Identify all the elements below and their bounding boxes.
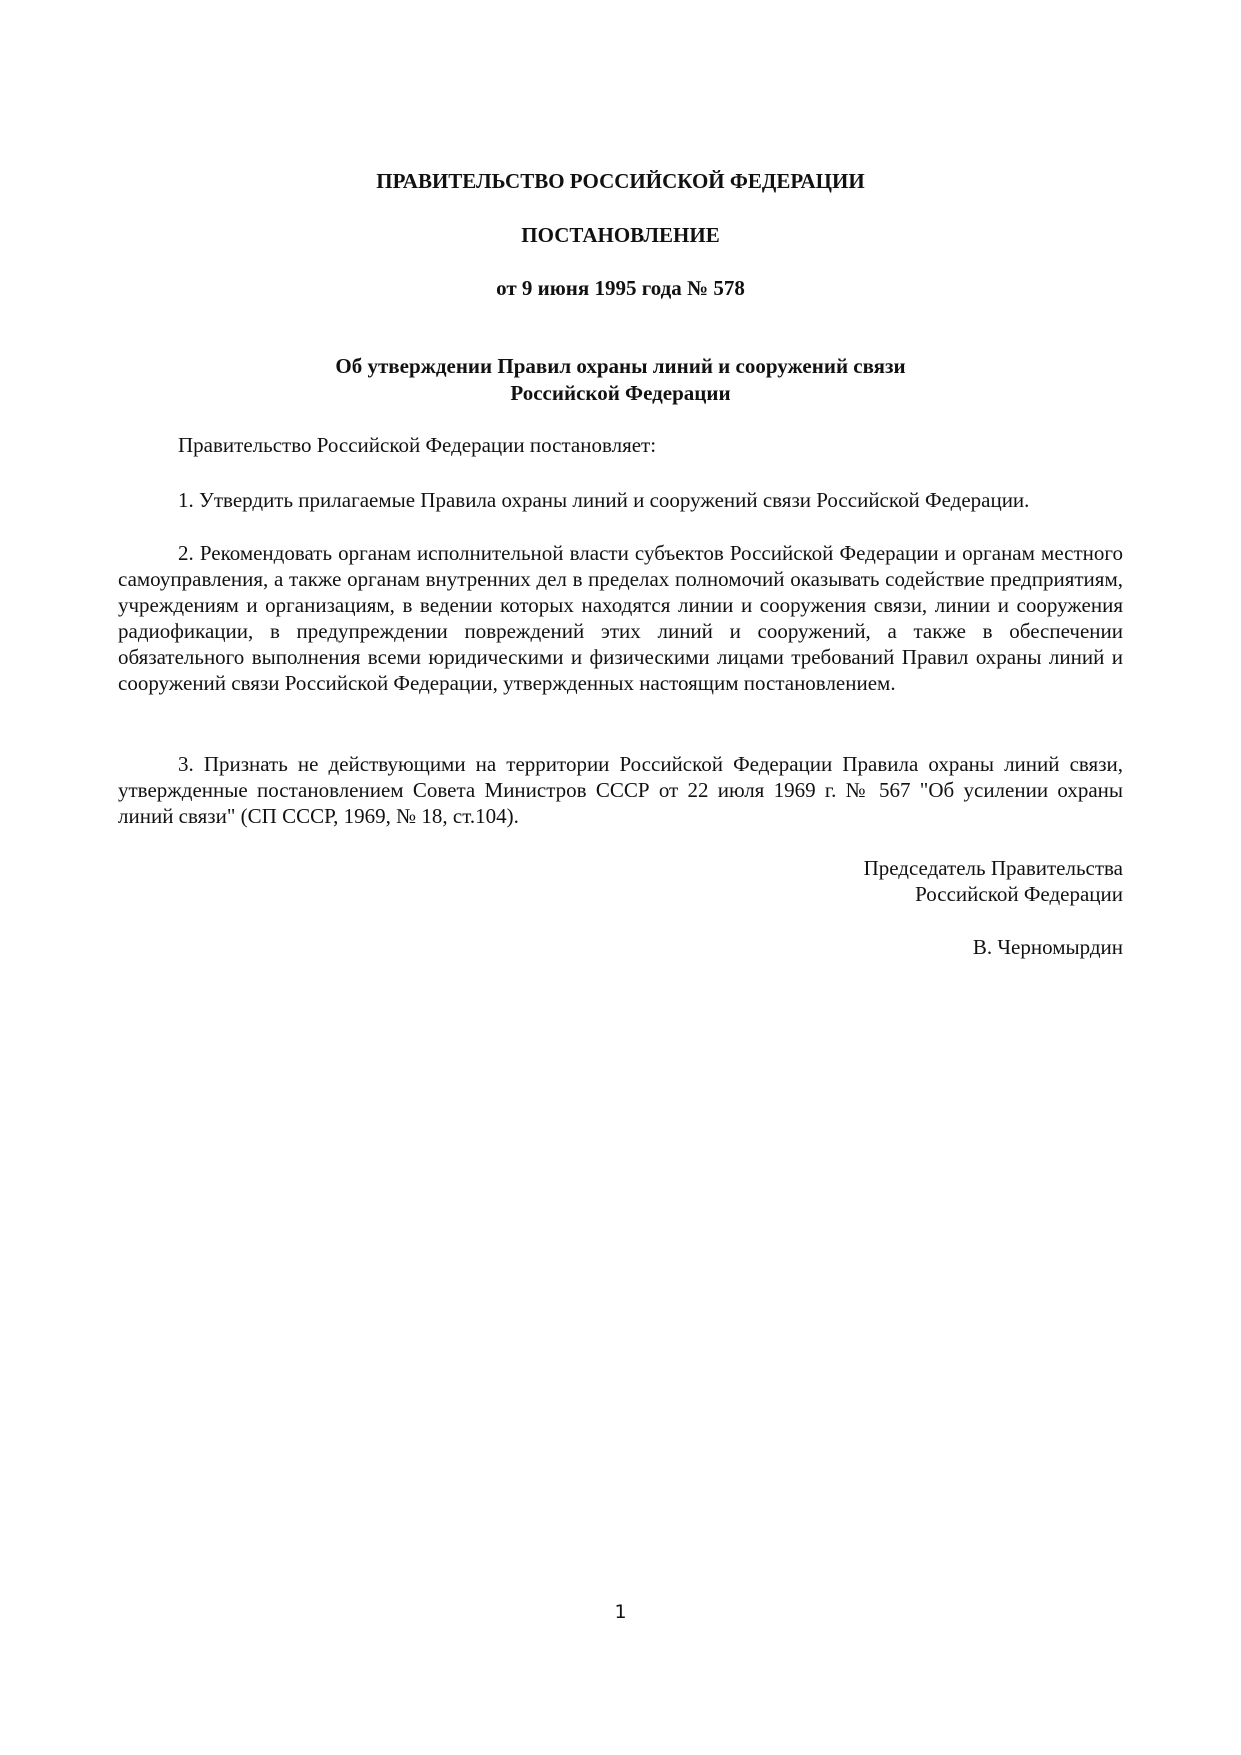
date-number-heading: от 9 июня 1995 года № 578 xyxy=(496,276,745,300)
document-type-heading: ПОСТАНОВЛЕНИЕ xyxy=(521,223,720,247)
signatory-title-line-1: Председатель Правительства xyxy=(863,856,1123,880)
intro-paragraph: Правительство Российской Федерации постановляет: xyxy=(178,433,657,457)
signatory-title-line-2: Российской Федерации xyxy=(915,882,1123,906)
government-heading: ПРАВИТЕЛЬСТВО РОССИЙСКОЙ ФЕДЕРАЦИИ xyxy=(376,169,865,193)
subject-line-1: Об утверждении Правил охраны линий и сооружений связи xyxy=(335,354,906,378)
signatory-title xyxy=(600,855,1123,907)
resolution-item-2: 2. Рекомендовать органам исполнительной власти субъектов Российской Федерации и органам местного самоуправления, а также органам внутренних дел в пределах полномочий оказывать содействие предприятиям, учреждениям и организациям, в ведении которых находятся линии и сооружения связи, линии и сооружения радиофикации, в предупреждении повреждений этих линий и сооружений, а также в обеспечении обязательного выполнения всеми юридическими и физическими лицами требований Правил охраны линий и сооружений связи Российской Федерации, утвержденных настоящим постановлением. xyxy=(118,541,1123,695)
signatory-name: В. Черномырдин xyxy=(972,935,1123,959)
page-number: 1 xyxy=(614,1601,627,1623)
resolution-item-1: 1. Утвердить прилагаемые Правила охраны линий и сооружений связи Российской Федерации. xyxy=(178,488,1030,512)
subject-line-2: Российской Федерации xyxy=(510,381,731,405)
resolution-item-3: 3. Признать не действующими на территории Российской Федерации Правила охраны линий связи, утвержденные постановлением Совета Министров СССР от 22 июля 1969 г. № 567 "Об усилении охраны линий связи" (СП СССР, 1969, № 18, ст.104). xyxy=(118,752,1123,828)
subject-heading xyxy=(118,353,1123,407)
